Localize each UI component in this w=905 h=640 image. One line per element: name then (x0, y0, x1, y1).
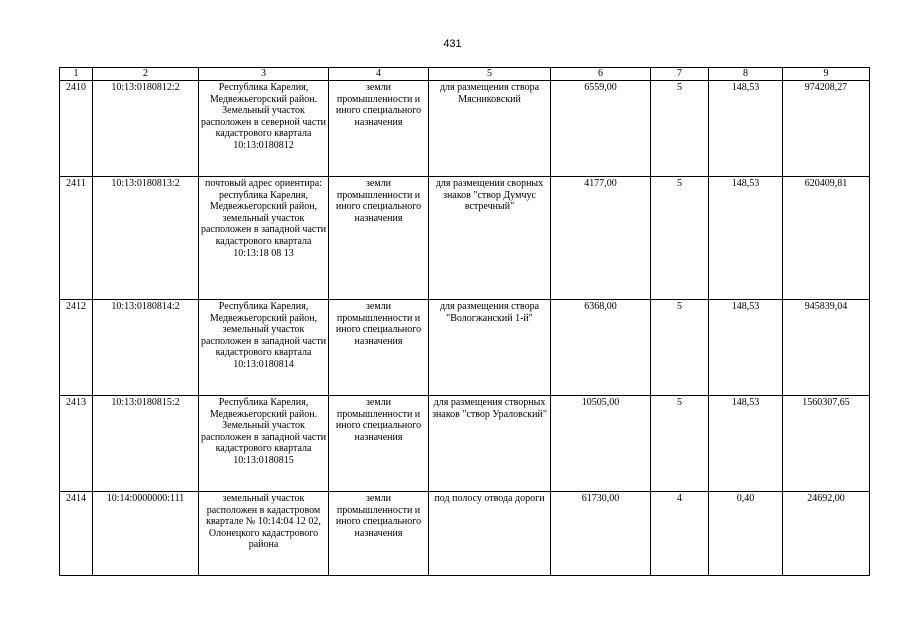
row-number-cell: 2414 (60, 492, 93, 576)
column-8-cell: 148,53 (709, 396, 783, 492)
table-row (60, 177, 870, 300)
column-header: 7 (651, 68, 709, 81)
area-cell: 61730,00 (551, 492, 651, 576)
table-row (60, 492, 870, 576)
column-header: 8 (709, 68, 783, 81)
cadastral-number-cell: 10:13:0180815:2 (93, 396, 199, 492)
row-number-cell: 2413 (60, 396, 93, 492)
table-row (60, 81, 870, 177)
column-header: 3 (199, 68, 329, 81)
cadastral-number-cell: 10:13:0180813:2 (93, 177, 199, 300)
column-header: 9 (783, 68, 870, 81)
row-number-cell: 2411 (60, 177, 93, 300)
column-9-cell: 1560307,65 (783, 396, 870, 492)
land-category-cell: земли промышленности и иного специального назначения (329, 300, 429, 396)
purpose-cell: для размещения сворных знаков "створ Думчус встречный" (429, 177, 551, 300)
column-8-cell: 148,53 (709, 81, 783, 177)
land-category-cell: земли промышленности и иного специального назначения (329, 177, 429, 300)
column-header: 5 (429, 68, 551, 81)
row-number-cell: 2410 (60, 81, 93, 177)
land-registry-table (59, 67, 870, 576)
column-7-cell: 5 (651, 81, 709, 177)
purpose-cell: для размещения створных знаков "створ Ураловский" (429, 396, 551, 492)
column-9-cell: 945839,04 (783, 300, 870, 396)
column-9-cell: 974208,27 (783, 81, 870, 177)
land-category-cell: земли промышленности и иного специального назначения (329, 396, 429, 492)
purpose-cell: для размещения створа Мясниковский (429, 81, 551, 177)
column-8-cell: 0,40 (709, 492, 783, 576)
column-8-cell: 148,53 (709, 300, 783, 396)
column-header: 6 (551, 68, 651, 81)
table-row (60, 300, 870, 396)
column-9-cell: 620409,81 (783, 177, 870, 300)
address-cell: Республика Карелия, Медвежьегорский район. Земельный участок расположен в западной части кадастрового квартала 10:13:0180815 (199, 396, 329, 492)
area-cell: 6559,00 (551, 81, 651, 177)
header-row (60, 68, 870, 81)
row-number-cell: 2412 (60, 300, 93, 396)
land-category-cell: земли промышленности и иного специального назначения (329, 81, 429, 177)
column-header: 4 (329, 68, 429, 81)
cadastral-number-cell: 10:13:0180814:2 (93, 300, 199, 396)
address-cell: почтовый адрес ориентира: республика Карелия, Медвежьегорский район, земельный участок расположен в западной части кадастрового квартала 10:13:18 08 13 (199, 177, 329, 300)
column-7-cell: 5 (651, 177, 709, 300)
area-cell: 10505,00 (551, 396, 651, 492)
column-8-cell: 148,53 (709, 177, 783, 300)
column-9-cell: 24692,00 (783, 492, 870, 576)
address-cell: Республика Карелия, Медвежьегорский район. Земельный участок расположен в северной части кадастрового квартала 10:13:0180812 (199, 81, 329, 177)
address-cell: Республика Карелия, Медвежьегорский район, земельный участок расположен в западной части кадастрового квартала 10:13:0180814 (199, 300, 329, 396)
table-row (60, 396, 870, 492)
purpose-cell: для размещения створа "Вологжанский 1-й" (429, 300, 551, 396)
area-cell: 6368,00 (551, 300, 651, 396)
cadastral-number-cell: 10:13:0180812:2 (93, 81, 199, 177)
column-header: 1 (60, 68, 93, 81)
purpose-cell: под полосу отвода дороги (429, 492, 551, 576)
column-7-cell: 5 (651, 396, 709, 492)
land-category-cell: земли промышленности и иного специального назначения (329, 492, 429, 576)
column-7-cell: 5 (651, 300, 709, 396)
cadastral-number-cell: 10:14:0000000:111 (93, 492, 199, 576)
address-cell: земельный участок расположен в кадастровом квартале № 10:14:04 12 02, Олонецкого кадастрового района (199, 492, 329, 576)
page-number: 431 (443, 38, 462, 50)
area-cell: 4177,00 (551, 177, 651, 300)
column-7-cell: 4 (651, 492, 709, 576)
column-header: 2 (93, 68, 199, 81)
